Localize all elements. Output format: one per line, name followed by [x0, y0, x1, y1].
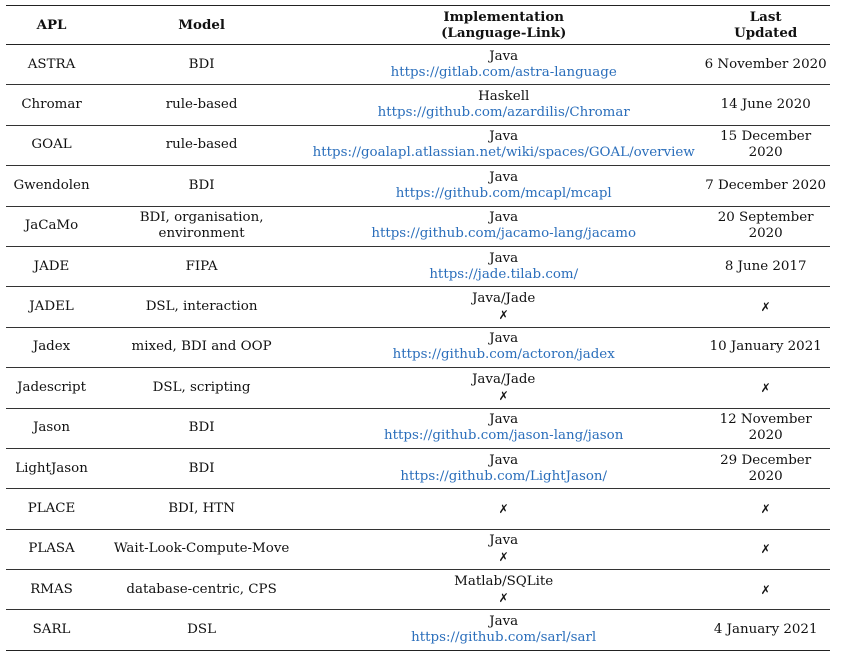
impl-link[interactable]: https://github.com/mcapl/mcapl: [395, 185, 612, 201]
impl-link[interactable]: https://github.com/jason-lang/jason: [384, 428, 624, 444]
cell-apl: SARL: [6, 610, 97, 650]
cell-implementation: [306, 570, 701, 610]
cell-implementation: [306, 327, 701, 367]
cell-implementation: [306, 287, 701, 327]
cell-implementation: [306, 529, 701, 569]
table-row: [6, 368, 830, 408]
cell-apl: GOAL: [6, 125, 97, 165]
header-last-updated: [701, 6, 830, 45]
cell-model: Wait-Look-Compute-Move: [97, 529, 306, 569]
header-implementation: [306, 6, 701, 45]
header-updated-line1: Last: [749, 9, 782, 25]
cell-last-updated: [701, 529, 830, 569]
cell-last-updated: [701, 368, 830, 408]
cell-implementation: [306, 246, 701, 286]
table-row: [6, 327, 830, 367]
table-row: [6, 448, 830, 488]
cell-model: rule-based: [97, 85, 306, 125]
impl-language: Java: [489, 412, 519, 428]
cell-model: mixed, BDI and OOP: [97, 327, 306, 367]
cell-implementation: [306, 610, 701, 650]
cell-last-updated: 12 November 2020: [701, 408, 830, 448]
cell-apl: JADE: [6, 246, 97, 286]
cell-apl: LightJason: [6, 448, 97, 488]
cell-model: DSL: [97, 610, 306, 650]
impl-language: Matlab/SQLite: [454, 573, 554, 589]
cell-last-updated: [701, 287, 830, 327]
cell-last-updated: 4 January 2021: [701, 610, 830, 650]
cell-implementation: [306, 368, 701, 408]
impl-language: Java: [489, 169, 519, 185]
impl-language: Haskell: [478, 89, 530, 105]
cell-last-updated: 10 January 2021: [701, 327, 830, 367]
cell-apl: Jadescript: [6, 368, 97, 408]
cell-implementation: [306, 125, 701, 165]
impl-link-missing: ✗: [498, 308, 509, 323]
impl-language: Java: [489, 452, 519, 468]
cell-apl: Jadex: [6, 327, 97, 367]
cell-implementation: [306, 408, 701, 448]
impl-language: Java/Jade: [472, 371, 536, 387]
cell-apl: Gwendolen: [6, 166, 97, 206]
impl-link[interactable]: https://gitlab.com/astra-language: [390, 64, 617, 80]
header-impl-line1: Implementation: [443, 9, 565, 25]
impl-language: Java: [489, 250, 519, 266]
cell-last-updated: 29 December 2020: [701, 448, 830, 488]
table-header-row: [6, 6, 830, 45]
updated-missing: ✗: [760, 501, 771, 516]
impl-language: Java: [489, 614, 519, 630]
cell-apl: JADEL: [6, 287, 97, 327]
cell-implementation: [306, 166, 701, 206]
impl-language: Java: [489, 533, 519, 549]
impl-link-missing: ✗: [498, 590, 509, 605]
impl-language: Java: [489, 48, 519, 64]
updated-missing: ✗: [760, 542, 771, 557]
cell-implementation: [306, 489, 701, 529]
cell-last-updated: 14 June 2020: [701, 85, 830, 125]
header-impl-line2: (Language-Link): [441, 25, 567, 41]
table-row: [6, 45, 830, 85]
updated-missing: ✗: [760, 300, 771, 315]
table-row: [6, 489, 830, 529]
impl-language: Java: [489, 210, 519, 226]
impl-link[interactable]: https://github.com/LightJason/: [400, 468, 608, 484]
cell-model: FIPA: [97, 246, 306, 286]
cell-apl: PLASA: [6, 529, 97, 569]
table-row: [6, 85, 830, 125]
impl-link[interactable]: https://github.com/azardilis/Chromar: [377, 105, 630, 121]
table-row: [6, 570, 830, 610]
table-row: [6, 166, 830, 206]
cell-model: BDI: [97, 166, 306, 206]
header-apl: APL: [6, 6, 97, 45]
cell-model: BDI, organisation, environment: [97, 206, 306, 246]
impl-link[interactable]: https://goalapl.atlassian.net/wiki/spaces/GOAL/overview: [312, 145, 695, 161]
cell-implementation: [306, 85, 701, 125]
impl-link-missing: ✗: [498, 388, 509, 403]
cell-last-updated: 20 September 2020: [701, 206, 830, 246]
table-row: [6, 529, 830, 569]
impl-link[interactable]: https://github.com/jacamo-lang/jacamo: [371, 226, 637, 242]
cell-apl: PLACE: [6, 489, 97, 529]
cell-last-updated: 6 November 2020: [701, 45, 830, 85]
table-row: [6, 610, 830, 650]
table-row: [6, 287, 830, 327]
table-row: [6, 408, 830, 448]
table-row: [6, 246, 830, 286]
table-row: [6, 125, 830, 165]
impl-missing: ✗: [498, 501, 509, 516]
impl-language: Java/Jade: [472, 291, 536, 307]
cell-last-updated: [701, 570, 830, 610]
cell-apl: Jason: [6, 408, 97, 448]
cell-model: BDI, HTN: [97, 489, 306, 529]
cell-model: database-centric, CPS: [97, 570, 306, 610]
impl-link[interactable]: https://jade.tilab.com/: [429, 266, 579, 282]
cell-apl: RMAS: [6, 570, 97, 610]
apl-table: [6, 5, 830, 651]
cell-apl: ASTRA: [6, 45, 97, 85]
impl-link[interactable]: https://github.com/sarl/sarl: [411, 630, 597, 646]
cell-last-updated: 8 June 2017: [701, 246, 830, 286]
header-updated-line2: Updated: [734, 25, 798, 41]
cell-implementation: [306, 45, 701, 85]
cell-last-updated: 15 December 2020: [701, 125, 830, 165]
header-model: Model: [97, 6, 306, 45]
cell-model: BDI: [97, 45, 306, 85]
updated-missing: ✗: [760, 380, 771, 395]
cell-model: BDI: [97, 408, 306, 448]
table-row: [6, 206, 830, 246]
cell-last-updated: [701, 489, 830, 529]
updated-missing: ✗: [760, 582, 771, 597]
impl-link[interactable]: https://github.com/actoron/jadex: [392, 347, 615, 363]
cell-apl: Chromar: [6, 85, 97, 125]
cell-implementation: [306, 206, 701, 246]
cell-model: DSL, interaction: [97, 287, 306, 327]
cell-implementation: [306, 448, 701, 488]
cell-model: DSL, scripting: [97, 368, 306, 408]
cell-model: BDI: [97, 448, 306, 488]
impl-language: Java: [489, 129, 519, 145]
cell-apl: JaCaMo: [6, 206, 97, 246]
impl-language: Java: [489, 331, 519, 347]
impl-link-missing: ✗: [498, 550, 509, 565]
cell-model: rule-based: [97, 125, 306, 165]
cell-last-updated: 7 December 2020: [701, 166, 830, 206]
